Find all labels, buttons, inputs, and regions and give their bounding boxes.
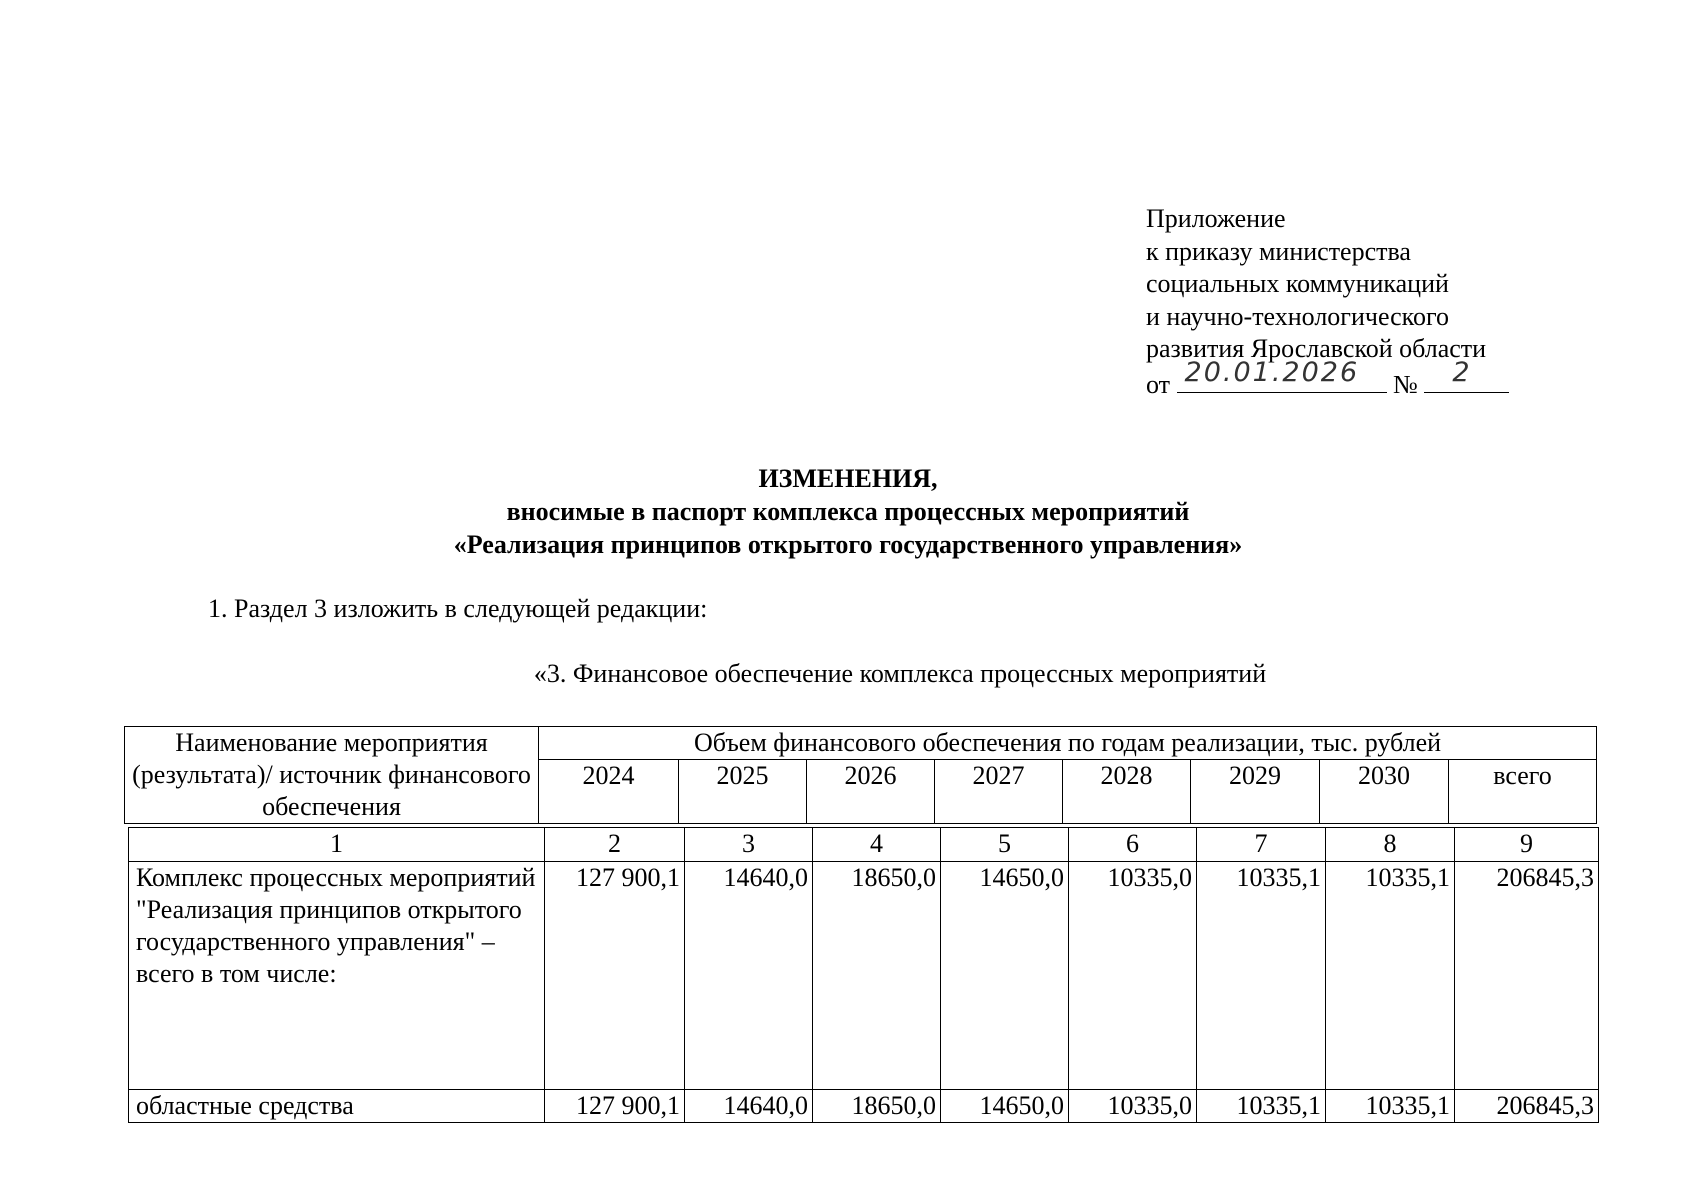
index-row bbox=[129, 828, 1599, 862]
index-cell: 1 bbox=[129, 828, 545, 862]
row-value: 14640,0 bbox=[685, 862, 813, 1090]
section-title: «3. Финансовое обеспечение комплекса процессных мероприятий bbox=[533, 659, 1267, 688]
appendix-block bbox=[1146, 203, 1509, 401]
row-value: 10335,1 bbox=[1197, 862, 1326, 1090]
index-cell: 8 bbox=[1326, 828, 1455, 862]
title-line-1: ИЗМЕНЕНИЯ, bbox=[758, 464, 938, 493]
row-value: 10335,1 bbox=[1197, 1090, 1326, 1123]
header-year: 2024 bbox=[539, 760, 679, 824]
table-row bbox=[129, 1090, 1599, 1123]
header-group: Объем финансового обеспечения по годам реализации, тыс. рублей bbox=[539, 727, 1597, 760]
row-value: 206845,3 bbox=[1455, 862, 1599, 1090]
row-value: 127 900,1 bbox=[545, 1090, 685, 1123]
row-value: 206845,3 bbox=[1455, 1090, 1599, 1123]
document-title bbox=[0, 462, 1696, 561]
order-date-number bbox=[1146, 357, 1509, 402]
table-row bbox=[129, 862, 1599, 1090]
row-name: областные средства bbox=[129, 1090, 545, 1123]
date-blank bbox=[1177, 357, 1387, 393]
date-prefix: от bbox=[1146, 369, 1171, 399]
index-cell: 9 bbox=[1455, 828, 1599, 862]
row-value: 14650,0 bbox=[941, 862, 1069, 1090]
header-year: 2025 bbox=[679, 760, 807, 824]
header-year: 2030 bbox=[1320, 760, 1449, 824]
index-cell: 5 bbox=[941, 828, 1069, 862]
row-value: 127 900,1 bbox=[545, 862, 685, 1090]
finance-table-header bbox=[124, 726, 1597, 824]
appendix-line: социальных коммуникаций bbox=[1146, 269, 1449, 298]
header-year: 2028 bbox=[1063, 760, 1191, 824]
index-cell: 7 bbox=[1197, 828, 1326, 862]
number-blank bbox=[1424, 357, 1509, 393]
index-cell: 4 bbox=[813, 828, 941, 862]
title-line-3: «Реализация принципов открытого государственного управления» bbox=[453, 530, 1243, 559]
appendix-line: к приказу министерства bbox=[1146, 236, 1411, 266]
header-name-col: Наименование мероприятия (результата)/ источник финансового обеспечения bbox=[125, 727, 539, 824]
finance-table-body bbox=[128, 827, 1599, 1123]
index-cell: 3 bbox=[685, 828, 813, 862]
row-value: 14640,0 bbox=[685, 1090, 813, 1123]
row-value: 10335,1 bbox=[1326, 1090, 1455, 1123]
row-value: 18650,0 bbox=[813, 862, 941, 1090]
number-sign: № bbox=[1393, 369, 1418, 399]
header-year: 2026 bbox=[807, 760, 935, 824]
row-name: Комплекс процессных мероприятий "Реализация принципов открытого государственного управления" – всего в том числе: bbox=[129, 862, 545, 1090]
lead-paragraph: 1. Раздел 3 изложить в следующей редакции: bbox=[208, 594, 708, 623]
index-cell: 2 bbox=[545, 828, 685, 862]
title-line-2: вносимые в паспорт комплекса процессных мероприятий bbox=[506, 497, 1190, 526]
header-year: 2029 bbox=[1191, 760, 1320, 824]
index-cell: 6 bbox=[1069, 828, 1197, 862]
appendix-line: развития Ярославской области bbox=[1146, 334, 1487, 363]
row-value: 14650,0 bbox=[941, 1090, 1069, 1123]
appendix-line: и научно-технологического bbox=[1146, 301, 1450, 331]
row-value: 10335,0 bbox=[1069, 1090, 1197, 1123]
row-value: 10335,1 bbox=[1326, 862, 1455, 1090]
header-year: 2027 bbox=[935, 760, 1063, 824]
handwritten-number: 2 bbox=[1452, 357, 1472, 388]
appendix-line: Приложение bbox=[1146, 204, 1286, 233]
row-value: 18650,0 bbox=[813, 1090, 941, 1123]
handwritten-date: 20.01.2026 bbox=[1184, 357, 1360, 388]
header-total: всего bbox=[1449, 760, 1597, 824]
row-value: 10335,0 bbox=[1069, 862, 1197, 1090]
